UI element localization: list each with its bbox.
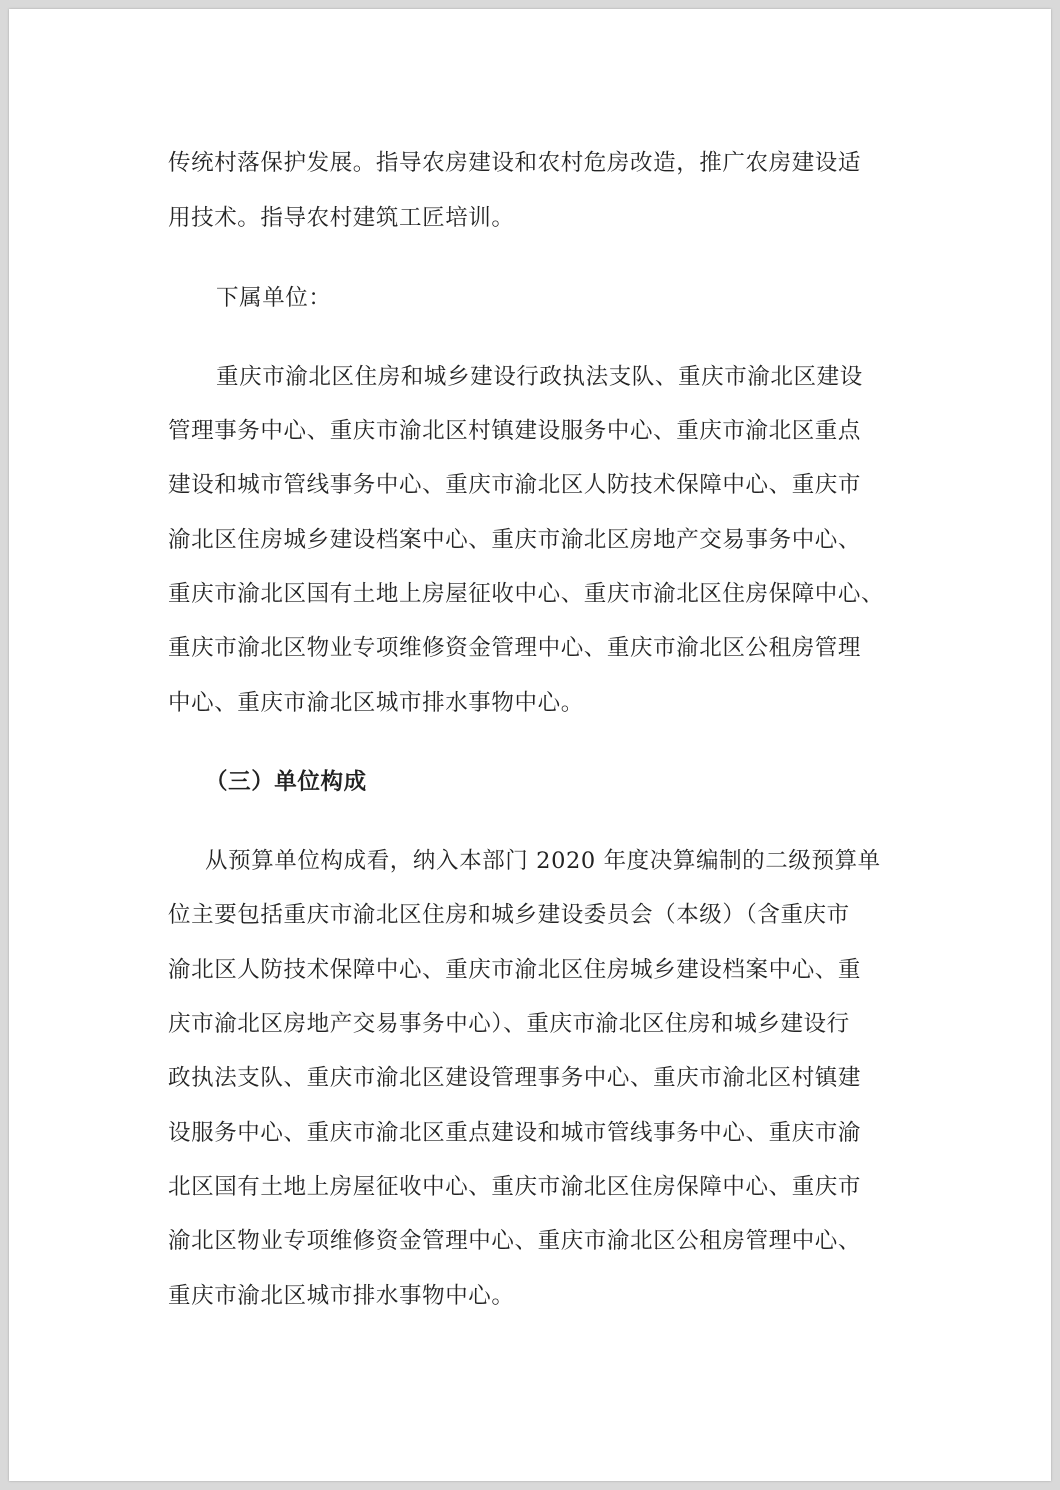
text-line: 政执法支队、重庆市渝北区建设管理事务中心、重庆市渝北区村镇建 (168, 1065, 862, 1091)
text-line: 重庆市渝北区物业专项维修资金管理中心、重庆市渝北区公租房管理 (168, 635, 862, 661)
text-line: 重庆市渝北区住房和城乡建设行政执法支队、重庆市渝北区建设 (216, 364, 863, 390)
text-line: 位主要包括重庆市渝北区住房和城乡建设委员会（本级）（含重庆市 (168, 902, 850, 928)
text-line: 建设和城市管线事务中心、重庆市渝北区人防技术保障中心、重庆市 (168, 472, 862, 498)
text-line: 用技术。指导农村建筑工匠培训。 (168, 205, 515, 231)
text-line: 重庆市渝北区国有土地上房屋征收中心、重庆市渝北区住房保障中心、 (168, 581, 885, 607)
text-line: 渝北区人防技术保障中心、重庆市渝北区住房城乡建设档案中心、重 (168, 957, 862, 983)
section-heading: （三）单位构成 (205, 769, 367, 795)
text-line: 重庆市渝北区城市排水事物中心。 (168, 1283, 515, 1309)
text-line: 庆市渝北区房地产交易事务中心）、重庆市渝北区住房和城乡建设行 (168, 1011, 850, 1037)
text-line: 管理事务中心、重庆市渝北区村镇建设服务中心、重庆市渝北区重点 (168, 418, 862, 444)
text-line: 渝北区物业专项维修资金管理中心、重庆市渝北区公租房管理中心、 (168, 1228, 862, 1254)
text-line: 北区国有土地上房屋征收中心、重庆市渝北区住房保障中心、重庆市 (168, 1174, 862, 1200)
text-line: 设服务中心、重庆市渝北区重点建设和城市管线事务中心、重庆市渝 (168, 1120, 862, 1146)
text-line: 中心、重庆市渝北区城市排水事物中心。 (168, 690, 584, 716)
text-line: 传统村落保护发展。指导农房建设和农村危房改造，推广农房建设适 (168, 150, 862, 176)
text-line: 渝北区住房城乡建设档案中心、重庆市渝北区房地产交易事务中心、 (168, 527, 862, 553)
text-line: 从预算单位构成看，纳入本部门 2020 年度决算编制的二级预算单 (205, 848, 881, 874)
document-page (9, 9, 1051, 1481)
subheading-subordinate-units: 下属单位： (216, 285, 332, 311)
